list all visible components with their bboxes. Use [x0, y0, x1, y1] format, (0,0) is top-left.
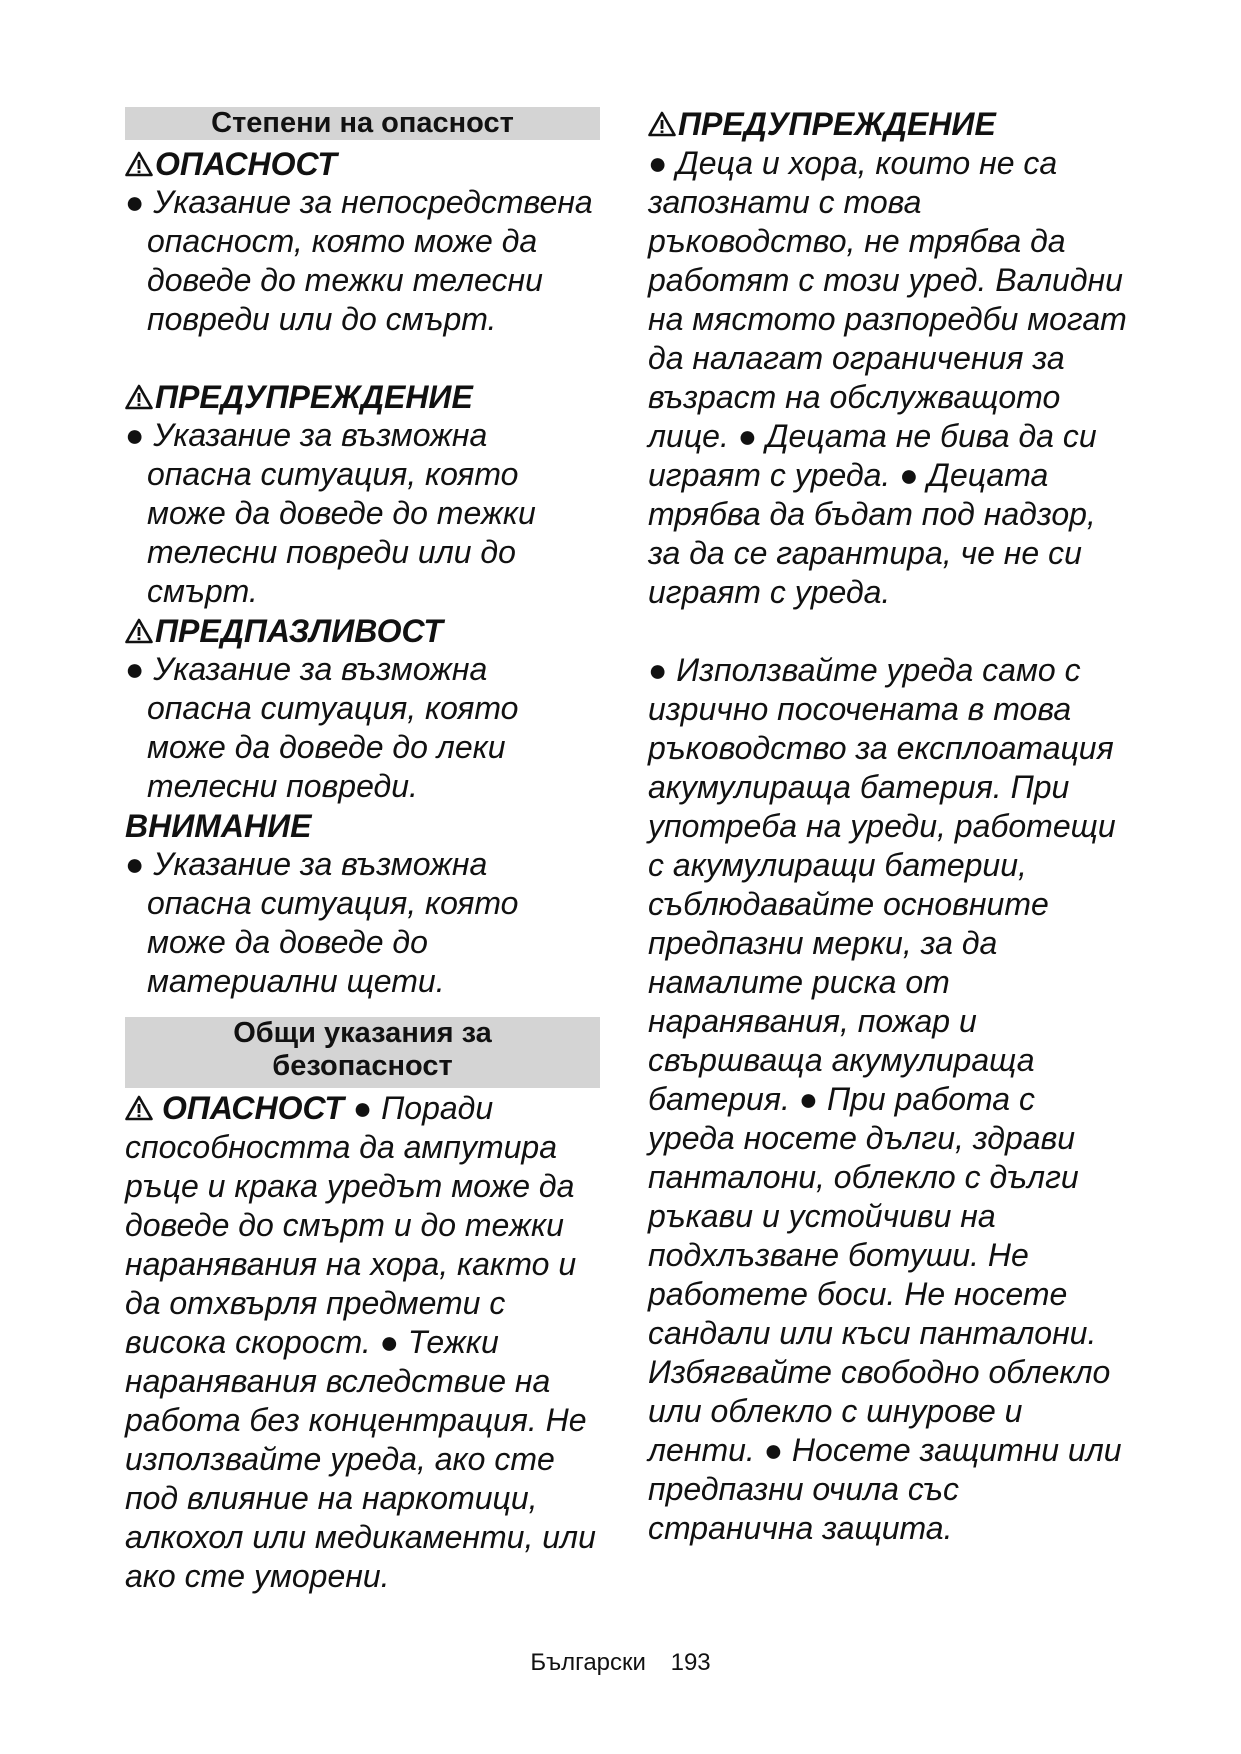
- safety-danger-label: ОПАСНОСТ: [162, 1090, 344, 1126]
- general-safety-heading-line2: безопасност: [272, 1050, 453, 1082]
- warning-triangle-icon: [125, 618, 153, 644]
- warning-description: ● Указание за възможна опасна ситуация, която може да доведе до тежки телесни повреди или до смърт.: [125, 417, 536, 609]
- danger-label: ОПАСНОСТ: [155, 146, 337, 182]
- warning-triangle-icon: [648, 111, 676, 137]
- hazard-levels-heading: Степени на опасност: [125, 107, 600, 140]
- page-number: 193: [670, 1649, 711, 1676]
- warning-label: ПРЕДУПРЕЖДЕНИЕ: [155, 379, 473, 415]
- warning-triangle-icon: [125, 384, 153, 410]
- general-safety-heading: [125, 1017, 600, 1088]
- right-warning-label: ПРЕДУПРЕЖДЕНИЕ: [678, 106, 996, 142]
- danger-heading: [125, 145, 600, 183]
- general-safety-danger-paragraph: [125, 1089, 600, 1596]
- danger-description: ● Указание за непосредствена опасност, която може да доведе до тежки телесни повреди или до смърт.: [125, 184, 593, 337]
- right-warning-heading: [648, 105, 1128, 143]
- page-footer: [0, 1648, 1241, 1678]
- footer-language: Български: [530, 1649, 646, 1676]
- caution-description: ● Указание за възможна опасна ситуация, която може да доведе до леки телесни повреди.: [125, 651, 519, 804]
- caution-label: ПРЕДПАЗЛИВОСТ: [155, 613, 443, 649]
- safety-danger-text: ● Поради способността да ампутира ръце и крака уредът може да доведе до смърт и до тежки наранявания на хора, както и да отхвърля предмети с висока скорост. ● Тежки наранявания вследствие на работа без концентрация. Не използвайте уреда, ако сте под влияние на наркотици, алкохол или медикаменти, или ако сте уморени.: [125, 1090, 596, 1594]
- notice-label: ВНИМАНИЕ: [125, 808, 312, 844]
- notice-description: ● Указание за възможна опасна ситуация, която може да доведе до материални щети.: [125, 846, 519, 999]
- general-safety-heading-line1: Общи указания за: [233, 1017, 492, 1049]
- children-paragraph: ● Деца и хора, които не са запознати с това ръководство, не трябва да работят с този уред. Валидни на мястото разпоредби могат да налагат ограничения за възраст на обслужващото лице. ● Децата не бива да си играят с уреда. ● Децата трябва да бъдат под надзор, за да се гарантира, че не си играят с уреда.: [648, 145, 1127, 610]
- notice-heading: [125, 807, 600, 845]
- warning-triangle-icon: [125, 151, 153, 177]
- warning-heading: [125, 378, 600, 416]
- warning-triangle-icon: [125, 1095, 153, 1121]
- battery-clothing-paragraph: ● Използвайте уреда само с изрично посочената в това ръководство за експлоатация акумулираща батерия. При употреба на уреди, работещи с акумулиращи батерии, съблюдавайте основните предпазни мерки, за да намалите риска от наранявания, пожар и свършваща акумулираща батерия. ● При работа с уреда носете дълги, здрави панталони, облекло с дълги ръкави и устойчиви на подхлъзване ботуши. Не работете боси. Не носете сандали или къси панталони. Избягвайте свободно облекло или облекло с шнурове и ленти. ● Носете защитни или предпазни очила със странична защита.: [648, 652, 1122, 1546]
- caution-heading: [125, 612, 600, 650]
